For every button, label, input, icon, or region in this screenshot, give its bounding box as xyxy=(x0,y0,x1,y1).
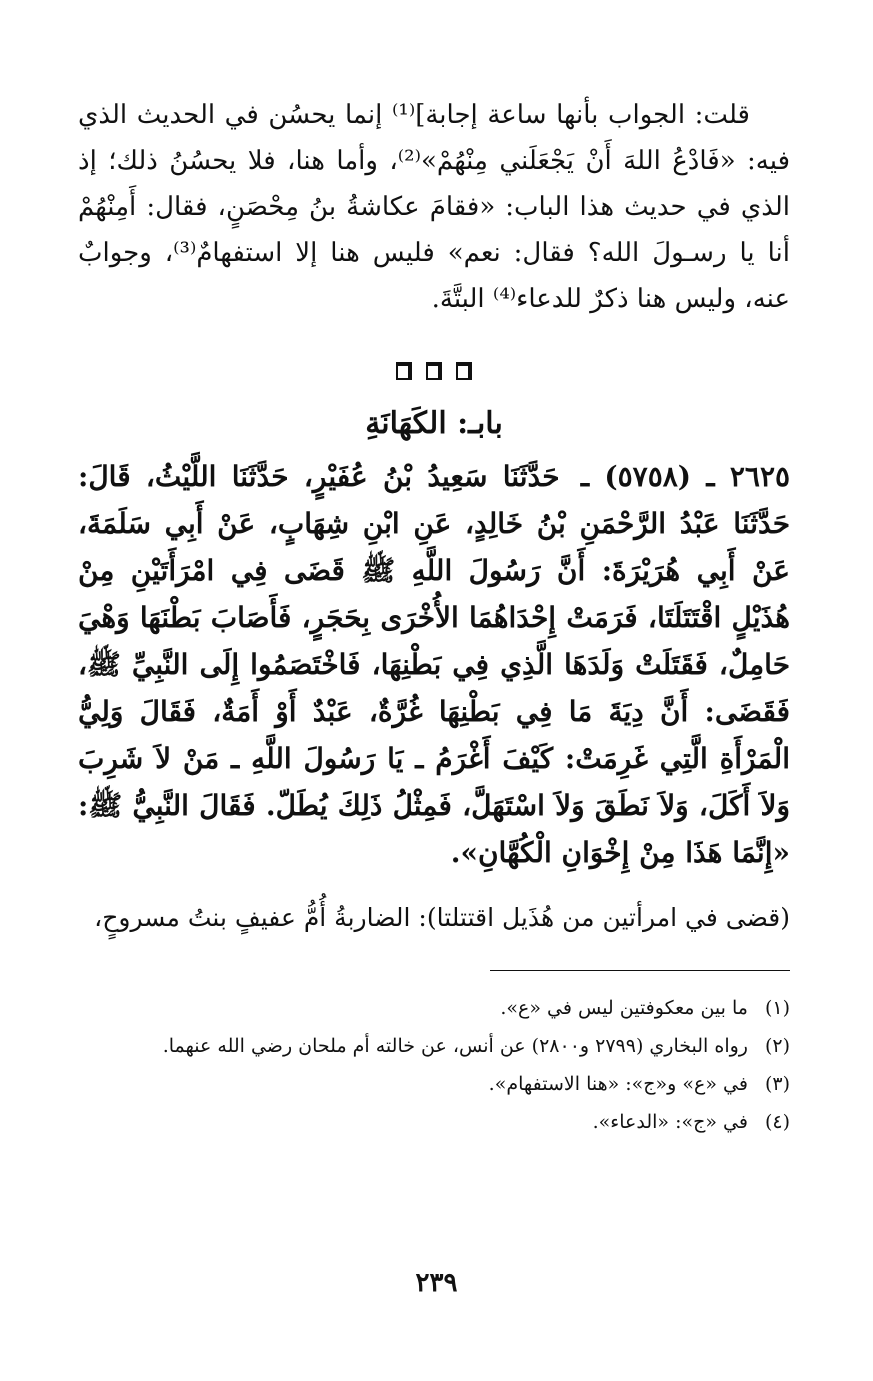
hadith-line: «إِنَّمَا هَذَا مِنْ إِخْوَانِ الْكُهَّانِ». xyxy=(450,836,790,869)
footnote-number: (٤) xyxy=(764,1111,790,1133)
footnote-number: (١) xyxy=(764,997,790,1019)
page-number: ٢٣٩ xyxy=(415,1268,458,1298)
footnote-text: في «ع» و«ج»: «هنا الاستفهام». xyxy=(488,1073,748,1095)
chapter-title: بابـ: الكَهَانَةِ xyxy=(365,406,503,441)
footnote-text: رواه البخاري (٢٧٩٩ و٢٨٠٠) عن أنس، عن خالته أم ملحان رضي الله عنهما. xyxy=(162,1035,748,1057)
commentary-text: (قضى في امرأتين من هُذَيل اقتتلتا): الضاربةُ أُمُّ عفيفٍ بنتُ مسروحٍ، xyxy=(94,903,790,932)
page-body xyxy=(78,92,790,1141)
square-ornament-icon xyxy=(396,362,412,380)
commentary-paragraph xyxy=(78,896,790,940)
hadith-line: حَدَّثَنَا عَبْدُ الرَّحْمَنِ بْنُ خَالِدٍ، عَنِ ابْنِ شِهَابٍ، عَنْ أَبِي سَلَمَةَ، عَنْ أَبِي xyxy=(78,507,790,587)
footnotes xyxy=(78,989,790,1141)
footnote-separator xyxy=(490,970,790,971)
hadith-line: حَدَّثَنَا سَعِيدُ بْنُ عُفَيْرٍ، حَدَّثَنَا اللَّيْثُ، قَالَ: xyxy=(78,460,560,493)
hadith-line: عَبْدٌ أَوْ أَمَةٌ، فَقَالَ وَلِيُّ الْمَرْأَةِ الَّتِي غَرِمَتْ: كَيْفَ أَغْرَمُ ـ يَا رَسُولَ اللَّهِ ـ مَنْ xyxy=(78,695,790,775)
intro-line: فيه: «فَادْعُ اللهَ أَنْ يَجْعَلَني مِنْهُمْ»⁽²⁾، وأما هنا، فلا يحسُنُ ذلك؛ إذ xyxy=(78,146,791,176)
hadith-line: لاَ شَرِبَ وَلاَ أَكَلَ، وَلاَ نَطَقَ وَلاَ اسْتَهَلَّ، فَمِثْلُ ذَلِكَ يُطَلّ. فَقَالَ النَّبِيُّ ﷺ: xyxy=(78,742,790,822)
hadith-text xyxy=(78,453,790,876)
footnote-text: ما بين معكوفتين ليس في «ع». xyxy=(500,997,748,1019)
intro-line: هنا ذكرٌ للدعاء⁽⁴⁾ البتَّةَ. xyxy=(431,284,667,314)
hadith-number: ٢٦٢٥ ـ (٥٧٥٨) ـ xyxy=(580,460,791,493)
intro-line: يا رسـولَ الله؟ فقال: نعم» فليس هنا إلا استفهامٌ⁽³⁾، وجوابٌ عنه، وليس xyxy=(78,238,790,314)
intro-line: قلت: الجواب بأنها ساعة إجابة]⁽¹⁾ إنما يحسُن في الحديث الذي xyxy=(78,100,750,130)
footnote-item xyxy=(78,1065,790,1103)
footnote-item xyxy=(78,1027,790,1065)
footnote-number: (٣) xyxy=(764,1073,790,1095)
footnote-item xyxy=(78,1103,790,1141)
intro-paragraph xyxy=(78,92,790,322)
square-ornament-icon xyxy=(426,362,442,380)
intro-line: الذي في حديث هذا الباب: «فقامَ عكاشةُ بنُ مِحْصَنٍ، فقال: أَمِنْهُمْ أنا xyxy=(78,192,790,268)
hadith-line: إِحْدَاهُمَا الأُخْرَى بِحَجَرٍ، فَأَصَابَ بَطْنَهَا وَهْيَ حَامِلٌ، فَقَتَلَتْ وَلَدَهَا الَّذِي xyxy=(78,601,791,681)
hadith-line: هُرَيْرَةَ: أَنَّ رَسُولَ اللَّهِ ﷺ قَضَى فِي امْرَأَتَيْنِ مِنْ هُذَيْلٍ اقْتَتَلَتَا، فَرَمَتْ xyxy=(78,554,790,634)
section-divider xyxy=(78,362,790,380)
footnote-item xyxy=(78,989,790,1027)
footnote-text: في «ج»: «الدعاء». xyxy=(592,1111,748,1133)
square-ornament-icon xyxy=(456,362,472,380)
hadith-line: فِي بَطْنِهَا، فَاخْتَصَمُوا إِلَى النَّبِيِّ ﷺ، فَقَضَى: أَنَّ دِيَةَ مَا فِي بَطْنِهَا غُرَّةٌ، xyxy=(78,648,791,728)
footnote-number: (٢) xyxy=(764,1035,790,1057)
